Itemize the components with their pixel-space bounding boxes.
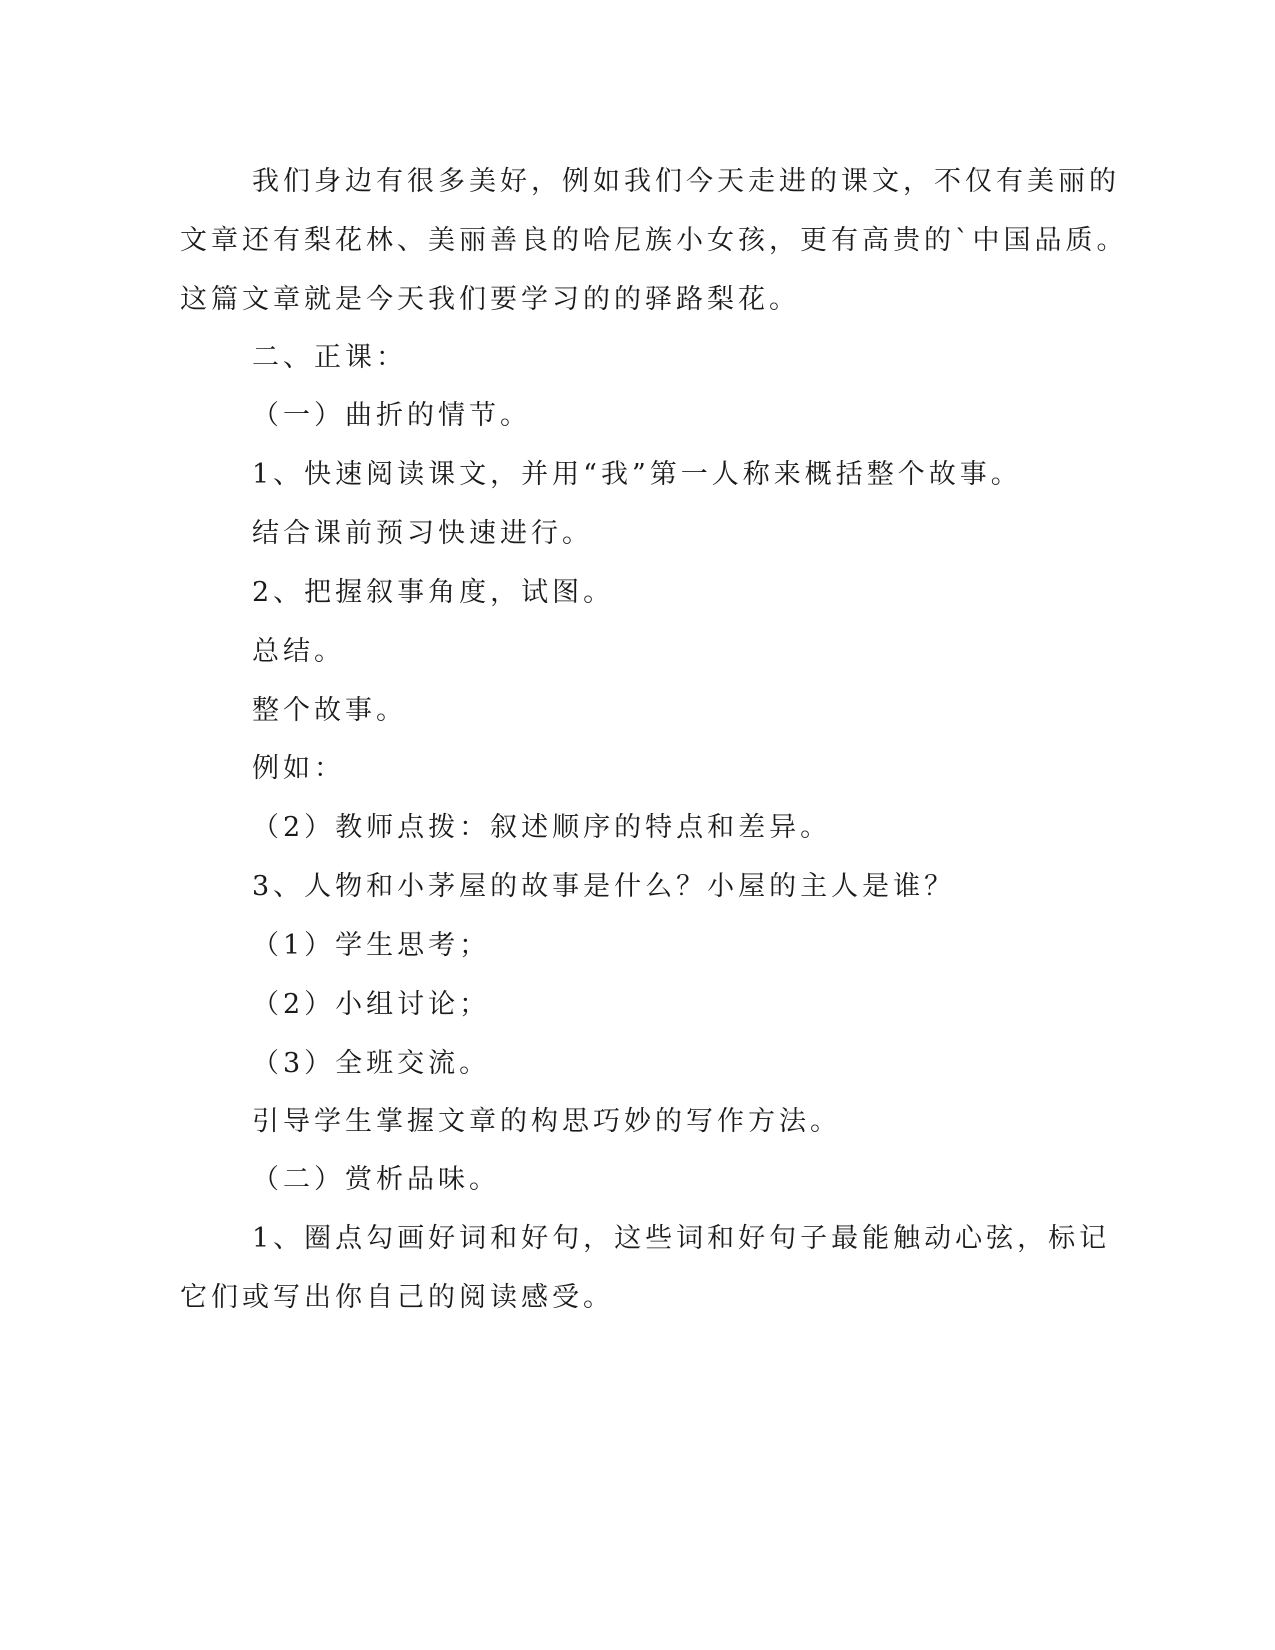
paragraph-line: 整个故事。 — [252, 695, 407, 726]
list-item: （2）小组讨论； — [252, 989, 491, 1020]
list-item: 1、圈点勾画好词和好句，这些词和好句子最能触动心弦，标记 — [252, 1223, 1111, 1254]
list-item: 2、把握叙事角度，试图。 — [252, 577, 615, 608]
paragraph-line: 这篇文章就是今天我们要学习的的驿路梨花。 — [180, 284, 800, 315]
paragraph-line: 结合课前预习快速进行。 — [252, 518, 593, 549]
paragraph-line: 它们或写出你自己的阅读感受。 — [180, 1282, 614, 1313]
section-heading: 二、正课： — [252, 342, 407, 373]
list-item: 3、人物和小茅屋的故事是什么？小屋的主人是谁？ — [252, 871, 956, 902]
paragraph-line: 总结。 — [252, 636, 345, 667]
subsection-heading: （一）曲折的情节。 — [252, 400, 531, 431]
paragraph-line: 文章还有梨花林、美丽善良的哈尼族小女孩，更有高贵的`中国品质。 — [180, 225, 1128, 256]
list-item: 1、快速阅读课文，并用“我”第一人称来概括整个故事。 — [252, 459, 1022, 490]
list-item: （1）学生思考； — [252, 930, 491, 961]
paragraph-line: 引导学生掌握文章的构思巧妙的写作方法。 — [252, 1106, 841, 1137]
paragraph-line: 我们身边有很多美好，例如我们今天走进的课文，不仅有美丽的 — [252, 166, 1120, 197]
subsection-heading: （二）赏析品味。 — [252, 1164, 500, 1195]
list-item: （2）教师点拨：叙述顺序的特点和差异。 — [252, 812, 832, 843]
list-item: （3）全班交流。 — [252, 1048, 491, 1079]
paragraph-line: 例如： — [252, 753, 345, 784]
